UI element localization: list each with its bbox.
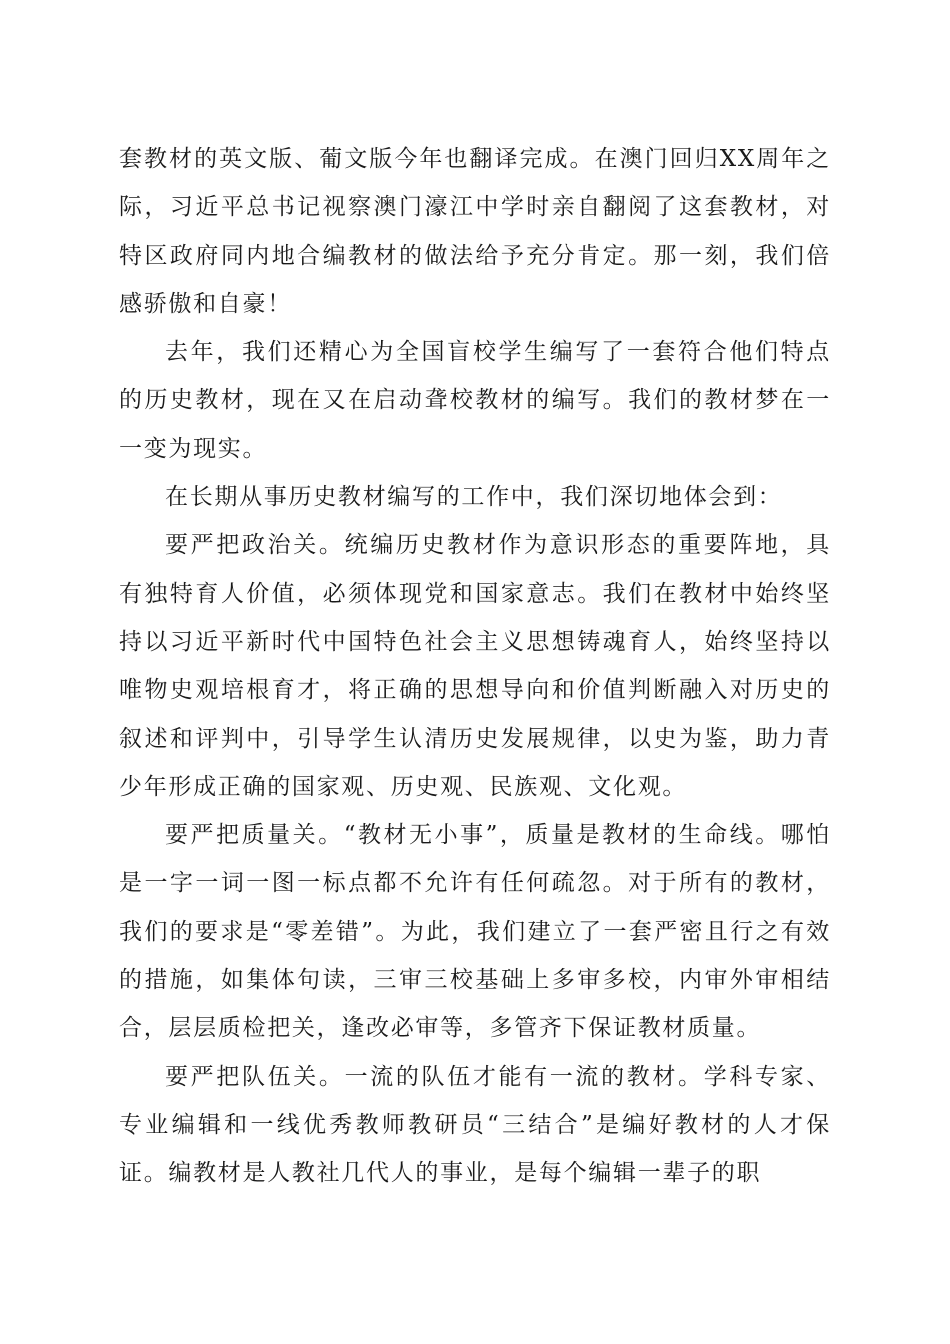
paragraph-6: 要严把队伍关。一流的队伍才能有一流的教材。学科专家、专业编辑和一线优秀教师教研员“三结合”是编好教材的人才保证。编教材是人教社几代人的事业，是每个编辑一辈子的职 — [119, 1063, 831, 1187]
paragraph-3: 在长期从事历史教材编写的工作中，我们深切地体会到： — [165, 484, 783, 511]
paragraph-1: 套教材的英文版、葡文版今年也翻译完成。在澳门回归XX周年之际，习近平总书记视察澳门濠江中学时亲自翻阅了这套教材，对特区政府同内地合编教材的做法给予充分肯定。那一刻，我们倍感骄傲和自豪！ — [119, 146, 831, 317]
body-text — [119, 135, 831, 1198]
paragraph-2: 去年，我们还精心为全国盲校学生编写了一套符合他们特点的历史教材，现在又在启动聋校教材的编写。我们的教材梦在一一变为现实。 — [119, 339, 831, 462]
paragraph-4: 要严把政治关。统编历史教材作为意识形态的重要阵地，具有独特育人价值，必须体现党和国家意志。我们在教材中始终坚持以习近平新时代中国特色社会主义思想铸魂育人，始终坚持以唯物史观培根育才，将正确的思想导向和价值判断融入对历史的叙述和评判中，引导学生认清历史发展规律，以史为鉴，助力青少年形成正确的国家观、历史观、民族观、文化观。 — [119, 532, 831, 800]
paragraph-5: 要严把质量关。“教材无小事”，质量是教材的生命线。哪怕是一字一词一图一标点都不允许有任何疏忽。对于所有的教材，我们的要求是“零差错”。为此，我们建立了一套严密且行之有效的措施，如集体句读，三审三校基础上多审多校，内审外审相结合，层层质检把关，逢改必审等，多管齐下保证教材质量。 — [119, 822, 831, 1042]
